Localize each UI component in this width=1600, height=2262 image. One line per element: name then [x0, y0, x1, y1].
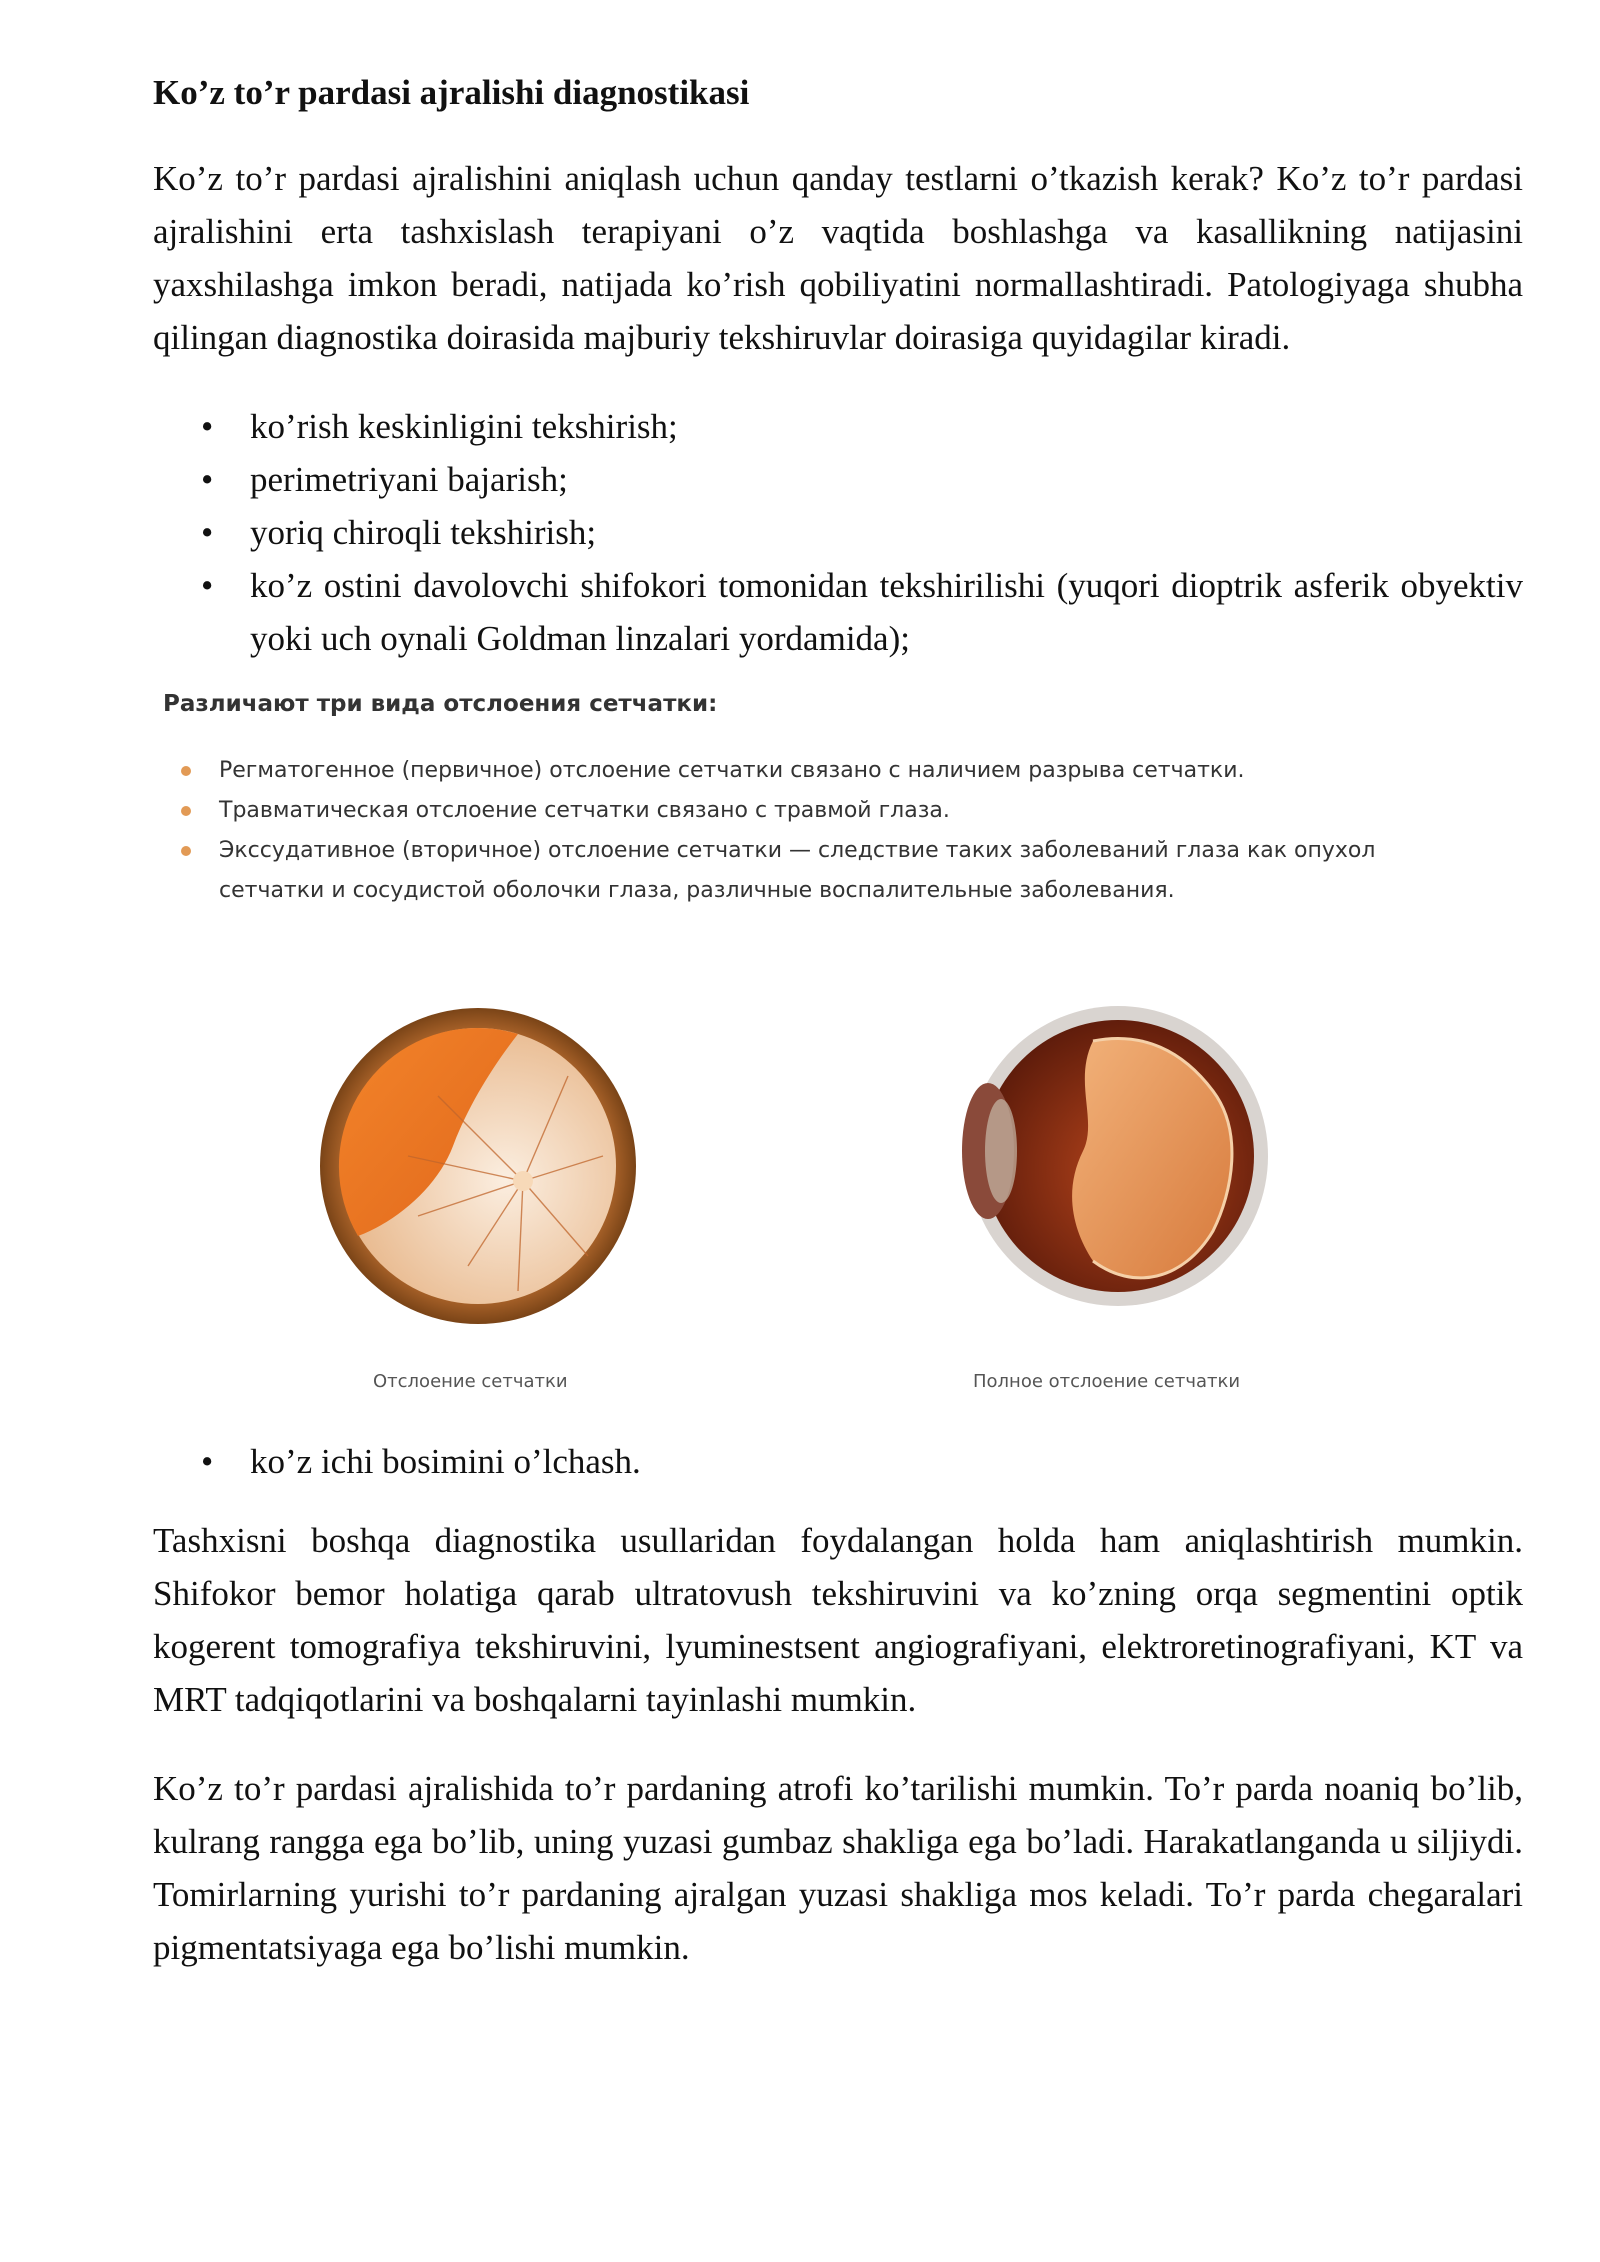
bullet-dot-icon: [181, 766, 191, 776]
figure-list-item: [163, 791, 1423, 831]
figure-list-item-text: Травматическая отслоение сетчатки связано с травмой глаза.: [219, 798, 950, 823]
bullet: •: [201, 460, 214, 499]
tests-list-continued: [153, 1435, 1523, 1488]
list-item: [153, 1435, 1523, 1488]
intro-paragraph: Ko’z to’r pardasi ajralishini aniqlash uchun qanday testlarni o’tkazish kerak? Ko’z to’r pardasi ajralishini erta tashxislash terapiyani o’z vaqtida boshlashga va kasallikning natijasini yaxshilashga imkon beradi, natijada ko’rish qobiliyatini normallashtiradi. Patologiyaga shubha qilingan diagnostika doirasida majburiy tekshiruvlar doirasiga quyidagilar kiradi.: [153, 159, 1523, 357]
figure-title: Различают три вида отслоения сетчатки:: [163, 691, 718, 717]
list-item-text: yoriq chiroqli tekshirish;: [250, 513, 597, 552]
bullet: •: [201, 566, 214, 605]
caption-right: Полное отслоение сетчатки: [973, 1371, 1241, 1392]
bullet: •: [201, 1442, 214, 1481]
bullet: •: [201, 407, 214, 446]
figure-list-item-text: Экссудативное (вторичное) отслоение сетчатки — следствие таких заболеваний глаза как опухол сетчатки и сосудистой оболочки глаза, различные воспалительные заболевания.: [219, 838, 1376, 903]
list-item-text: ko’z ichi bosimini o’lchash.: [250, 1442, 641, 1481]
fundus-retina-image: [318, 1006, 638, 1326]
bullet-dot-icon: [181, 846, 191, 856]
figure-list-item: [163, 751, 1423, 791]
tests-list: [153, 400, 1523, 665]
document-content: [153, 72, 1523, 2010]
list-item-text: ko’z ostini davolovchi shifokori tomonidan tekshirilishi (yuqori dioptrik asferik obyektiv yoki uch oynali Goldman linzalari yordamida);: [250, 566, 1523, 658]
page-title: Ko’z to’r pardasi ajralishi diagnostikasi: [153, 73, 750, 112]
list-item: [153, 453, 1523, 506]
figure-list-item-text: Регматогенное (первичное) отслоение сетчатки связано с наличием разрыва сетчатки.: [219, 758, 1245, 783]
eye-cross-section-image: [943, 991, 1273, 1321]
figure-list-item: [163, 831, 1423, 911]
list-item: [153, 559, 1523, 665]
list-item-text: ko’rish keskinligini tekshirish;: [250, 407, 678, 446]
list-item: [153, 400, 1523, 453]
list-item-text: perimetriyani bajarish;: [250, 460, 568, 499]
list-item: [153, 506, 1523, 559]
bullet: •: [201, 513, 214, 552]
figure-list: [163, 751, 1423, 911]
symptoms-paragraph: Ko’z to’r pardasi ajralishida to’r pardaning atrofi ko’tarilishi mumkin. To’r parda noaniq bo’lib, kulrang rangga ega bo’lib, uning yuzasi gumbaz shakliga ega bo’ladi. Harakatlanganda u siljiydi. Tomirlarning yurishi to’r pardaning ajralgan yuzasi shakliga mos keladi. To’r parda chegaralari pigmentatsiyaga ega bo’lishi mumkin.: [153, 1769, 1523, 1967]
caption-left: Отслоение сетчатки: [373, 1371, 568, 1392]
retina-detachment-figure: [153, 691, 1433, 1411]
methods-paragraph: Tashxisni boshqa diagnostika usullaridan foydalangan holda ham aniqlashtirish mumkin. Shifokor bemor holatiga qarab ultratovush tekshiruvini va ko’zning orqa segmentini optik kogerent tomografiya tekshiruvini, lyuminestsent angiografiyani, elektroretinografiyani, KT va MRT tadqiqotlarini va boshqalarni tayinlashi mumkin.: [153, 1521, 1523, 1719]
bullet-dot-icon: [181, 806, 191, 816]
